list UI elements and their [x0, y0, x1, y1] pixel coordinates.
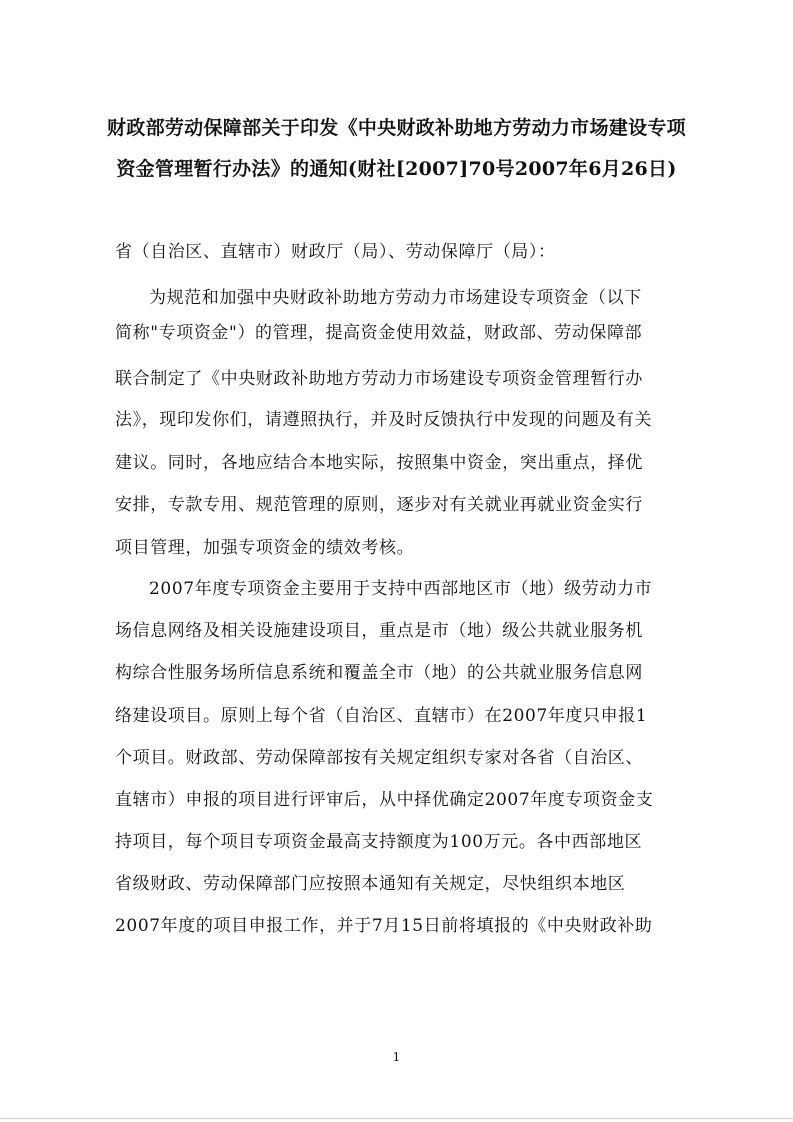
paragraph-1-line: 简称"专项资金"）的管理，提高资金使用效益，财政部、劳动保障部 [115, 323, 643, 343]
paragraph-1-line: 建议。同时，各地应结合本地实际，按照集中资金，突出重点，择优 [115, 453, 643, 473]
page-number: 1 [392, 1050, 401, 1064]
paragraph-2-line: 2007年度的项目申报工作，并于7月15日前将填报的《中央财政补助 [115, 916, 653, 936]
paragraph-1-line: 安排，专款专用、规范管理的原则，逐步对有关就业再就业资金实行 [115, 495, 643, 515]
paragraph-1-line: 项目管理，加强专项资金的绩效考核。 [115, 538, 415, 558]
paragraph-2-line: 直辖市）申报的项目进行评审后，从中择优确定2007年度专项资金支 [115, 790, 654, 810]
paragraph-2-line: 2007年度专项资金主要用于支持中西部地区市（地）级劳动力市 [149, 579, 653, 599]
paragraph-2-line: 场信息网络及相关设施建设项目，重点是市（地）级公共就业服务机 [115, 621, 643, 641]
salutation: 省（自治区、直辖市）财政厅（局）、劳动保障厅（局）： [115, 242, 556, 262]
document-title-line-2: 资金管理暂行办法》的通知(财社[2007]70号2007年6月26日) [116, 158, 677, 180]
paragraph-1-line: 法》，现印发你们，请遵照执行，并及时反馈执行中发现的问题及有关 [115, 410, 653, 430]
paragraph-2-line: 构综合性服务场所信息系统和覆盖全市（地）的公共就业服务信息网 [115, 663, 643, 683]
paragraph-1-line: 为规范和加强中央财政补助地方劳动力市场建设专项资金（以下 [149, 288, 642, 308]
paragraph-2-line: 个项目。财政部、劳动保障部按有关规定组织专家对各省（自治区、 [115, 748, 643, 768]
paragraph-2-line: 省级财政、劳动保障部门应按照本通知有关规定，尽快组织本地区 [115, 874, 626, 894]
paragraph-2-line: 持项目，每个项目专项资金最高支持额度为100万元。各中西部地区 [115, 832, 643, 852]
page-bottom-divider [0, 1118, 793, 1119]
paragraph-1-line: 联合制定了《中央财政补助地方劳动力市场建设专项资金管理暂行办 [115, 369, 643, 389]
paragraph-2-line: 络建设项目。原则上每个省（自治区、直辖市）在2007年度只申报1 [115, 706, 648, 726]
document-title-line-1: 财政部劳动保障部关于印发《中央财政补助地方劳动力市场建设专项 [106, 117, 686, 139]
